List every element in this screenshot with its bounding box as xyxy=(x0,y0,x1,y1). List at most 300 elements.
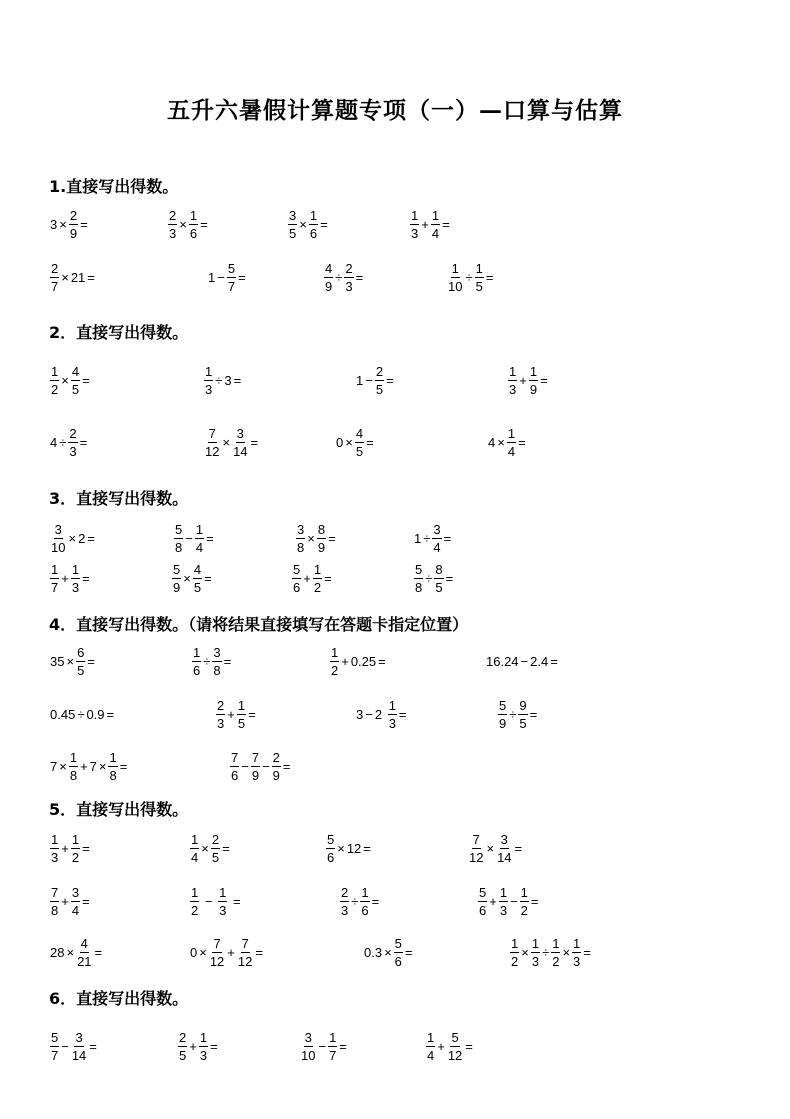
math-problem xyxy=(325,828,372,868)
number: 0 xyxy=(336,434,344,450)
denominator: 5 xyxy=(519,715,527,731)
fraction xyxy=(410,209,419,240)
denominator: 9 xyxy=(317,539,326,555)
denominator: 3 xyxy=(199,1047,208,1063)
operator: = xyxy=(550,653,558,669)
fraction xyxy=(50,523,66,554)
numerator: 1 xyxy=(475,260,483,276)
spacer xyxy=(213,894,217,909)
operator: × xyxy=(66,653,75,669)
denominator: 3 xyxy=(388,715,396,731)
denominator: 5 xyxy=(179,1047,187,1063)
fraction xyxy=(300,1031,316,1062)
fraction xyxy=(510,937,519,968)
math-problem xyxy=(191,641,232,681)
numerator: 8 xyxy=(317,521,326,537)
math-problem xyxy=(291,558,333,598)
fraction xyxy=(498,699,507,730)
operator: = xyxy=(443,530,452,546)
numerator: 3 xyxy=(54,521,62,537)
number: 7 xyxy=(89,758,97,774)
math-problem xyxy=(446,257,494,297)
numerator: 1 xyxy=(361,884,369,900)
operator: + xyxy=(61,893,69,909)
numerator: 7 xyxy=(472,831,480,847)
fraction xyxy=(237,937,253,968)
denominator: 5 xyxy=(237,715,246,731)
math-problem xyxy=(355,694,408,734)
number: 7 xyxy=(50,758,58,774)
operator: ÷ xyxy=(351,893,359,909)
numerator: 1 xyxy=(71,561,80,577)
fraction xyxy=(499,886,508,917)
fraction xyxy=(251,751,260,782)
fraction xyxy=(426,1031,435,1062)
numerator: 1 xyxy=(309,207,318,223)
number: 4 xyxy=(50,434,58,450)
denominator: 9 xyxy=(529,381,538,397)
number: 28 xyxy=(50,944,65,960)
operator: + xyxy=(341,653,349,669)
operator: = xyxy=(223,653,232,669)
fraction xyxy=(434,563,443,594)
denominator: 5 xyxy=(435,579,443,595)
numerator: 5 xyxy=(479,884,487,900)
fraction xyxy=(69,209,78,240)
numerator: 1 xyxy=(451,260,459,276)
denominator: 3 xyxy=(509,381,517,397)
denominator: 4 xyxy=(431,225,440,241)
operator: = xyxy=(328,530,336,546)
operator: ÷ xyxy=(203,653,211,669)
math-problem xyxy=(49,204,89,244)
math-problem xyxy=(207,257,247,297)
denominator: 5 xyxy=(193,579,202,595)
denominator: 14 xyxy=(497,849,512,865)
fraction xyxy=(71,563,80,594)
operator: = xyxy=(232,893,241,909)
math-problem xyxy=(409,204,451,244)
denominator: 2 xyxy=(520,902,528,918)
section-heading: 6．直接写出得数。 xyxy=(49,989,189,1008)
math-problem xyxy=(229,746,291,786)
operator: = xyxy=(485,269,494,285)
denominator: 12 xyxy=(447,1047,463,1063)
numerator: 5 xyxy=(415,561,423,577)
number: 4 xyxy=(488,434,496,450)
denominator: 8 xyxy=(415,579,423,595)
math-problem xyxy=(329,641,387,681)
denominator: 7 xyxy=(51,579,59,595)
number: 2.4 xyxy=(530,653,549,669)
fraction xyxy=(71,365,80,396)
numerator: 1 xyxy=(313,561,322,577)
operator: × xyxy=(486,840,495,856)
fraction xyxy=(204,365,213,396)
math-problem xyxy=(49,881,91,921)
operator: + xyxy=(227,706,235,722)
numerator: 2 xyxy=(51,260,59,276)
operator: = xyxy=(530,893,539,909)
fraction xyxy=(108,751,117,782)
denominator: 2 xyxy=(511,953,519,969)
number: 0 xyxy=(190,944,198,960)
numerator: 5 xyxy=(175,521,183,537)
fraction xyxy=(50,1031,59,1062)
math-problem xyxy=(189,881,242,921)
fraction xyxy=(447,262,463,293)
numerator: 1 xyxy=(51,363,59,379)
operator: + xyxy=(189,1038,197,1054)
fraction xyxy=(218,886,227,917)
operator: + xyxy=(227,944,235,960)
operator: ÷ xyxy=(59,434,67,450)
fraction xyxy=(313,563,322,594)
fraction xyxy=(190,833,199,864)
fraction xyxy=(478,886,487,917)
operator: − xyxy=(185,530,193,546)
numerator: 8 xyxy=(435,561,443,577)
operator: = xyxy=(529,706,538,722)
math-problem xyxy=(477,881,539,921)
numerator: 1 xyxy=(531,935,540,951)
operator: × xyxy=(307,530,315,546)
denominator: 12 xyxy=(209,953,225,969)
denominator: 3 xyxy=(219,902,227,918)
fraction xyxy=(272,751,281,782)
denominator: 3 xyxy=(51,849,59,865)
denominator: 8 xyxy=(109,767,117,783)
operator: + xyxy=(61,840,69,856)
fraction xyxy=(508,365,517,396)
fraction xyxy=(328,1031,337,1062)
fraction xyxy=(174,523,183,554)
operator: = xyxy=(82,893,90,909)
numerator: 1 xyxy=(205,363,213,379)
fraction xyxy=(394,937,403,968)
denominator: 5 xyxy=(211,849,220,865)
operator: ÷ xyxy=(542,944,550,960)
operator: + xyxy=(80,758,88,774)
number: 16.24 xyxy=(486,653,519,669)
numerator: 2 xyxy=(211,831,220,847)
numerator: 1 xyxy=(511,935,519,951)
section-heading: 2．直接写出得数。 xyxy=(49,323,189,342)
denominator: 6 xyxy=(327,849,335,865)
operator: ÷ xyxy=(425,570,433,586)
denominator: 2 xyxy=(51,381,59,397)
denominator: 5 xyxy=(289,225,297,241)
math-problem xyxy=(167,204,209,244)
math-problem xyxy=(295,518,337,558)
fraction xyxy=(76,646,85,677)
math-problem xyxy=(177,1026,219,1066)
denominator: 8 xyxy=(69,767,78,783)
denominator: 6 xyxy=(189,225,198,241)
fraction xyxy=(531,937,540,968)
denominator: 7 xyxy=(51,278,59,294)
denominator: 4 xyxy=(433,539,441,555)
denominator: 3 xyxy=(169,225,177,241)
numerator: 3 xyxy=(433,521,441,537)
number: 1 xyxy=(208,269,216,285)
fraction xyxy=(190,886,199,917)
operator: = xyxy=(206,530,214,546)
denominator: 7 xyxy=(227,278,236,294)
operator: = xyxy=(82,840,90,856)
denominator: 3 xyxy=(341,902,349,918)
problem-row xyxy=(0,641,790,681)
operator: × xyxy=(201,840,209,856)
operator: = xyxy=(366,434,374,450)
math-problem xyxy=(171,558,213,598)
problem-row xyxy=(0,360,790,400)
operator: = xyxy=(371,893,380,909)
math-problem xyxy=(299,1026,348,1066)
operator: + xyxy=(437,1038,445,1054)
fraction xyxy=(211,833,220,864)
operator: = xyxy=(233,372,242,388)
operator: = xyxy=(324,570,332,586)
operator: × xyxy=(222,434,231,450)
operator: − xyxy=(262,758,270,774)
operator: = xyxy=(79,434,88,450)
operator: × xyxy=(337,840,345,856)
fraction xyxy=(193,563,202,594)
math-problem xyxy=(49,641,96,681)
operator: × xyxy=(66,944,75,960)
numerator: 3 xyxy=(289,207,297,223)
denominator: 9 xyxy=(325,278,333,294)
operator: = xyxy=(87,530,95,546)
math-problem xyxy=(413,518,452,558)
operator: = xyxy=(94,944,103,960)
operator: + xyxy=(421,216,429,232)
fraction xyxy=(431,209,440,240)
math-problem xyxy=(425,1026,474,1066)
numerator: 1 xyxy=(109,749,117,765)
operator: = xyxy=(386,372,394,388)
numerator: 5 xyxy=(173,561,181,577)
fraction xyxy=(518,699,527,730)
denominator: 9 xyxy=(272,767,280,783)
fraction xyxy=(520,886,529,917)
operator: = xyxy=(119,758,128,774)
math-problem xyxy=(335,422,375,462)
denominator: 3 xyxy=(345,278,353,294)
numerator: 2 xyxy=(345,260,353,276)
numerator: 5 xyxy=(451,1029,459,1045)
fraction xyxy=(496,833,512,864)
math-problem xyxy=(487,422,527,462)
math-problem xyxy=(189,932,264,972)
fraction xyxy=(292,563,301,594)
denominator: 9 xyxy=(499,715,507,731)
operator: − xyxy=(365,706,373,722)
numerator: 1 xyxy=(219,884,227,900)
operator: × xyxy=(497,434,505,450)
numerator: 4 xyxy=(193,561,202,577)
numerator: 4 xyxy=(80,935,88,951)
operator: − xyxy=(520,653,529,669)
operator: ÷ xyxy=(335,269,343,285)
operator: = xyxy=(82,372,90,388)
numerator: 1 xyxy=(51,561,59,577)
numerator: 2 xyxy=(375,363,384,379)
fraction xyxy=(330,646,339,677)
number: 2 xyxy=(374,706,383,722)
math-problem xyxy=(323,257,364,297)
fraction xyxy=(288,209,297,240)
denominator: 4 xyxy=(195,539,204,555)
math-problem xyxy=(363,932,414,972)
numerator: 1 xyxy=(193,644,201,660)
numerator: 3 xyxy=(71,884,80,900)
denominator: 5 xyxy=(77,662,85,678)
numerator: 5 xyxy=(227,260,236,276)
problem-row xyxy=(0,694,790,734)
denominator: 3 xyxy=(217,715,225,731)
numerator: 7 xyxy=(208,425,216,441)
fraction xyxy=(227,262,236,293)
fraction xyxy=(230,751,239,782)
number: 12 xyxy=(346,840,362,856)
denominator: 9 xyxy=(69,225,78,241)
math-problem xyxy=(49,558,91,598)
numerator: 1 xyxy=(191,831,199,847)
operator: − xyxy=(217,269,225,285)
denominator: 4 xyxy=(507,443,516,459)
fraction xyxy=(237,699,246,730)
operator: × xyxy=(199,944,207,960)
denominator: 6 xyxy=(193,662,201,678)
operator: = xyxy=(320,216,328,232)
operator: × xyxy=(61,372,69,388)
operator: = xyxy=(583,944,591,960)
numerator: 2 xyxy=(169,207,177,223)
fraction xyxy=(414,563,423,594)
denominator: 10 xyxy=(51,539,66,555)
math-problem xyxy=(485,641,559,681)
numerator: 7 xyxy=(231,749,239,765)
fraction xyxy=(50,833,59,864)
operator: = xyxy=(89,1038,97,1054)
fraction xyxy=(71,886,80,917)
math-problem xyxy=(49,422,88,462)
operator: × xyxy=(61,269,69,285)
fraction xyxy=(529,365,538,396)
fraction xyxy=(69,751,78,782)
denominator: 8 xyxy=(175,539,183,555)
denominator: 4 xyxy=(427,1047,435,1063)
operator: + xyxy=(61,570,69,586)
problem-row xyxy=(0,1026,790,1066)
numerator: 2 xyxy=(179,1029,187,1045)
math-problem xyxy=(49,828,91,868)
operator: = xyxy=(80,216,88,232)
operator: = xyxy=(398,706,407,722)
operator: = xyxy=(248,706,256,722)
numerator: 1 xyxy=(573,935,581,951)
number: 21 xyxy=(70,269,86,285)
numerator: 2 xyxy=(272,749,280,765)
fraction xyxy=(475,262,484,293)
fraction xyxy=(232,427,248,458)
operator: = xyxy=(238,269,246,285)
operator: ÷ xyxy=(423,530,431,546)
operator: = xyxy=(465,1038,473,1054)
operator: = xyxy=(363,840,371,856)
numerator: 1 xyxy=(520,884,528,900)
denominator: 12 xyxy=(205,443,220,459)
denominator: 2 xyxy=(313,579,322,595)
operator: = xyxy=(204,570,212,586)
denominator: 8 xyxy=(51,902,59,918)
operator: = xyxy=(442,216,450,232)
operator: + xyxy=(489,893,497,909)
fraction xyxy=(50,886,59,917)
numerator: 1 xyxy=(552,935,560,951)
operator: = xyxy=(355,269,364,285)
denominator: 5 xyxy=(375,381,384,397)
problem-row xyxy=(0,518,790,558)
denominator: 6 xyxy=(394,953,402,969)
section-heading: 3．直接写出得数。 xyxy=(49,489,189,508)
fraction xyxy=(189,209,198,240)
operator: × xyxy=(521,944,529,960)
fraction xyxy=(572,937,581,968)
number: 2 xyxy=(78,530,86,546)
number: 3 xyxy=(224,372,232,388)
fraction xyxy=(340,886,349,917)
numerator: 2 xyxy=(341,884,349,900)
math-problem xyxy=(203,422,259,462)
numerator: 5 xyxy=(327,831,335,847)
number: 3 xyxy=(50,216,58,232)
section-heading: 4．直接写出得数。（请将结果直接填写在答题卡指定位置） xyxy=(49,615,469,634)
numerator: 3 xyxy=(236,425,244,441)
operator: × xyxy=(384,944,392,960)
problem-row xyxy=(0,746,790,786)
denominator: 2 xyxy=(71,849,80,865)
numerator: 1 xyxy=(329,1029,337,1045)
operator: × xyxy=(562,944,571,960)
operator: × xyxy=(98,758,107,774)
denominator: 12 xyxy=(237,953,253,969)
denominator: 6 xyxy=(293,579,301,595)
numerator: 5 xyxy=(293,561,301,577)
denominator: 3 xyxy=(69,443,77,459)
number: 0.3 xyxy=(364,944,383,960)
fraction xyxy=(468,833,484,864)
math-problem xyxy=(467,828,523,868)
numerator: 1 xyxy=(499,884,508,900)
operator: × xyxy=(59,216,67,232)
problem-row xyxy=(0,422,790,462)
fraction xyxy=(551,937,560,968)
math-problem xyxy=(49,1026,98,1066)
number: 35 xyxy=(50,653,65,669)
section-heading: 5．直接写出得数。 xyxy=(49,800,189,819)
math-problem xyxy=(509,932,592,972)
operator: = xyxy=(222,840,230,856)
operator: = xyxy=(255,944,263,960)
operator: − xyxy=(365,372,373,388)
problem-row xyxy=(0,204,790,244)
numerator: 3 xyxy=(500,831,508,847)
fraction xyxy=(360,886,369,917)
numerator: 4 xyxy=(71,363,80,379)
